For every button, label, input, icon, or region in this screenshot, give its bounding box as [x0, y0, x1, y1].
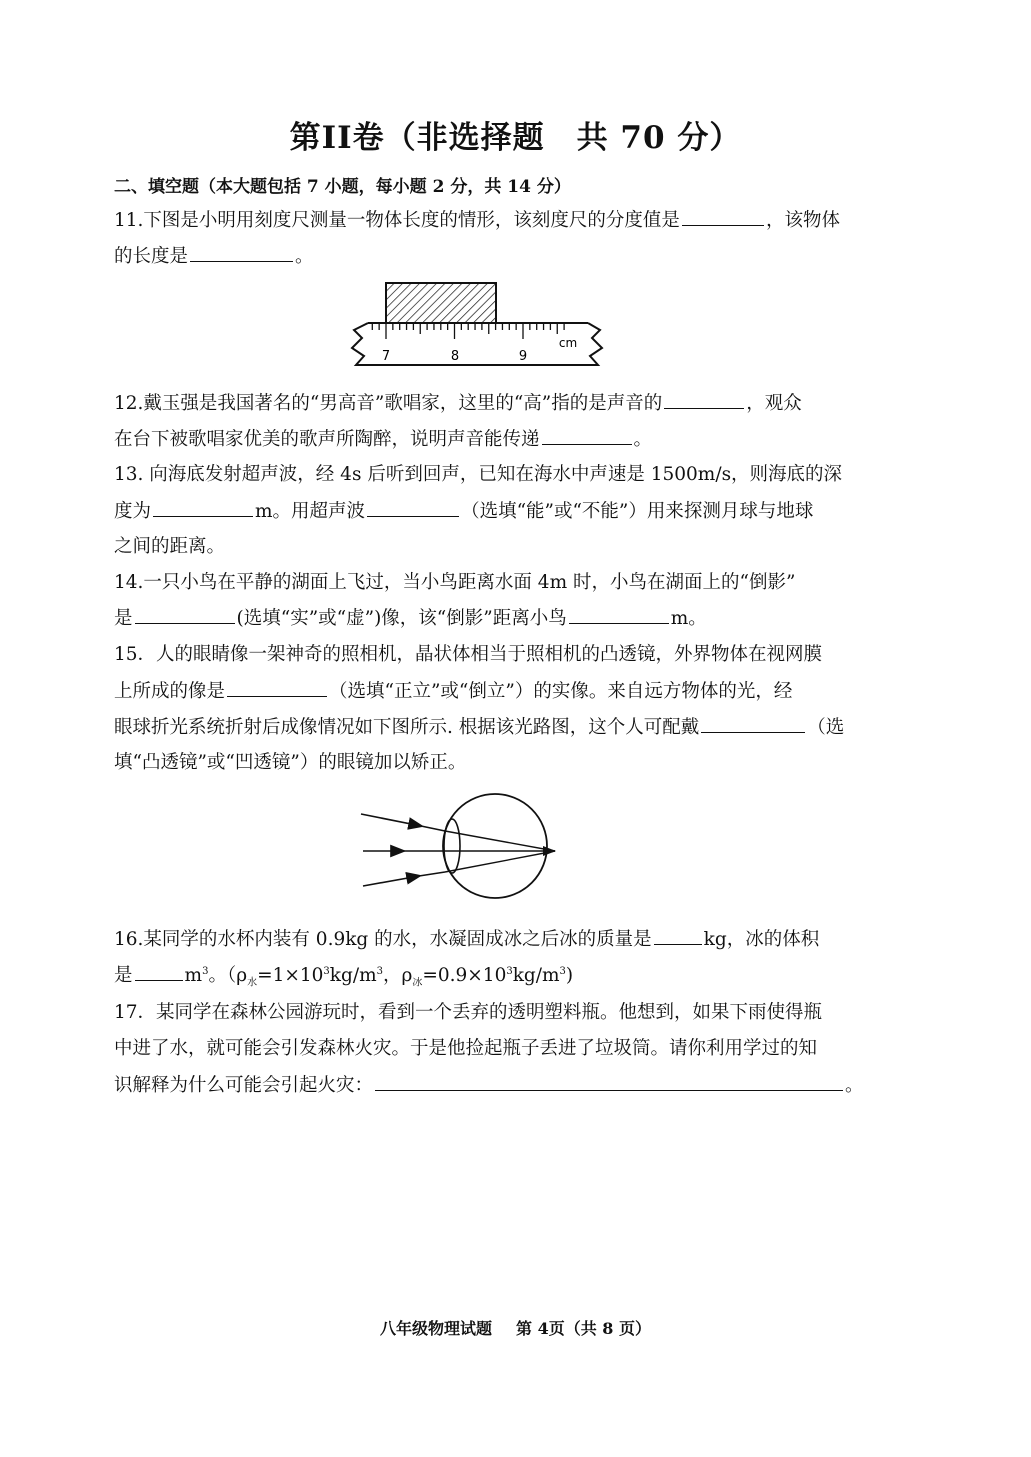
q12-blank-2[interactable] [542, 426, 632, 445]
q12-line-1 [114, 390, 920, 417]
ruler-figure [348, 278, 608, 378]
q14-text: (选填“实”或“虚”)像，该“倒影”距离小鸟 [236, 608, 567, 629]
q16-superscript: 3 [202, 965, 209, 977]
q13-blank-2[interactable] [367, 498, 459, 517]
q16-subscript: 水 [247, 977, 258, 989]
q16-text: ，ρ [382, 965, 413, 986]
q15-text: （选填“正立”或“倒立”）的实像。来自远方物体的光，经 [329, 681, 793, 702]
footer-subject: 八年级物理试题 [380, 1319, 493, 1338]
q11-blank-1[interactable] [682, 207, 764, 226]
q11-line-2 [114, 243, 920, 270]
eye-lightpath-figure [355, 790, 565, 902]
ruler-ticks [372, 323, 564, 339]
q13-text: （选填“能”或“不能”）用来探测月球与地球 [461, 501, 814, 522]
q17-line-2 [114, 1036, 920, 1062]
q17-text: 17．某同学在森林公园游玩时，看到一个丢弃的透明塑料瓶。他想到，如果下雨使得瓶 [114, 1002, 823, 1023]
q16-text: kg，冰的体积 [703, 929, 820, 950]
q16-text: 16.某同学的水杯内装有 0.9kg 的水，水凝固成冰之后冰的质量是 [114, 929, 652, 950]
q16-text: m [184, 965, 203, 986]
q15-text: 填“凸透镜”或“凹透镜”）的眼镜加以矫正。 [114, 752, 467, 773]
q13-blank-1[interactable] [153, 498, 253, 517]
q13-text: 13. 向海底发射超声波，经 4s 后听到回声，已知在海水中声速是 1500m/s，则海底的深 [114, 464, 843, 485]
ruler-label-7: 7 [381, 349, 391, 364]
q12-text: 。 [633, 429, 653, 450]
q11-text: 。 [295, 246, 314, 267]
q15-text: （选 [807, 717, 845, 738]
q16-text: kg/m [512, 965, 560, 986]
q11-blank-2[interactable] [190, 243, 293, 262]
q16-text: 。（ρ [208, 965, 248, 986]
q15-text: 15．人的眼睛像一架神奇的照相机，晶状体相当于照相机的凸透镜，外界物体在视网膜 [114, 644, 823, 665]
q17-text: 识解释为什么可能会引起火灾： [114, 1075, 374, 1096]
q11-text: 11.下图是小明用刻度尺测量一物体长度的情形，该刻度尺的分度值是 [114, 210, 680, 231]
q15-line-3 [114, 714, 920, 741]
q16-text: =1×10 [257, 965, 324, 986]
q11-text: ，该物体 [765, 210, 840, 231]
q12-blank-1[interactable] [664, 390, 744, 409]
measured-object [386, 283, 496, 323]
q17-text: 。 [845, 1075, 864, 1096]
q16-text: kg/m [329, 965, 377, 986]
q12-text: 在台下被歌唱家优美的歌声所陶醉，说明声音能传递 [114, 429, 540, 450]
q11-text: 的长度是 [114, 246, 189, 267]
q17-line-1 [114, 1000, 920, 1026]
q17-text: 中进了水，就可能会引发森林火灾。于是他捡起瓶子丢进了垃圾筒。请你利用学过的知 [114, 1038, 818, 1059]
q15-line-4 [114, 750, 920, 776]
q15-text: 眼球折光系统折射后成像情况如下图所示. 根据该光路图，这个人可配戴 [114, 717, 700, 738]
q16-text: =0.9×10 [422, 965, 507, 986]
q13-line-1 [114, 462, 920, 488]
q16-superscript: 3 [506, 965, 513, 977]
q14-blank-1[interactable] [135, 605, 235, 624]
q14-text: 是 [114, 608, 133, 629]
section-heading: 二、填空题（本大题包括 7 小题，每小题 2 分，共 14 分） [114, 177, 571, 197]
q15-blank-2[interactable] [701, 714, 805, 733]
q16-line-1 [114, 926, 920, 953]
paper-title: 第II卷（非选择题 共 70 分） [289, 120, 742, 156]
page-footer [0, 1316, 1031, 1339]
q16-text: 是 [114, 965, 133, 986]
q14-line-1 [114, 570, 920, 596]
footer-page-number: 第 4页（共 8 页） [516, 1319, 651, 1338]
q13-line-2 [114, 498, 920, 525]
q15-line-1 [114, 642, 920, 668]
ruler-label-9: 9 [518, 349, 528, 364]
q15-blank-1[interactable] [227, 678, 327, 697]
q12-text: ，观众 [746, 393, 802, 414]
q16-blank-1[interactable] [654, 926, 702, 945]
q16-subscript: 冰 [412, 977, 423, 989]
ruler-unit: cm [558, 336, 578, 350]
q14-blank-2[interactable] [569, 605, 669, 624]
q16-superscript: 3 [376, 965, 383, 977]
q13-text: 度为 [114, 501, 152, 522]
q13-line-3 [114, 534, 920, 560]
q14-text: m。 [670, 608, 707, 629]
q16-blank-2[interactable] [135, 962, 183, 981]
q15-text: 上所成的像是 [114, 681, 226, 702]
q14-text: 14.一只小鸟在平静的湖面上飞过，当小鸟距离水面 4m 时，小鸟在湖面上的“倒影” [114, 572, 796, 593]
q17-blank-1[interactable] [375, 1072, 843, 1091]
q13-text: 之间的距离。 [114, 536, 226, 557]
crystalline-lens [444, 819, 460, 873]
q15-line-2 [114, 678, 920, 705]
q17-line-3 [114, 1072, 920, 1099]
ruler-label-8: 8 [450, 349, 460, 364]
q12-text: 12.戴玉强是我国著名的“男高音”歌唱家，这里的“高”指的是声音的 [114, 393, 663, 414]
q12-line-2 [114, 426, 920, 453]
q16-line-2 [114, 962, 920, 989]
q16-text: ) [565, 965, 574, 986]
q16-superscript: 3 [323, 965, 330, 977]
q14-line-2 [114, 605, 920, 632]
q16-superscript: 3 [559, 965, 566, 977]
q11-line-1 [114, 207, 920, 234]
q13-text: m。用超声波 [255, 501, 366, 522]
